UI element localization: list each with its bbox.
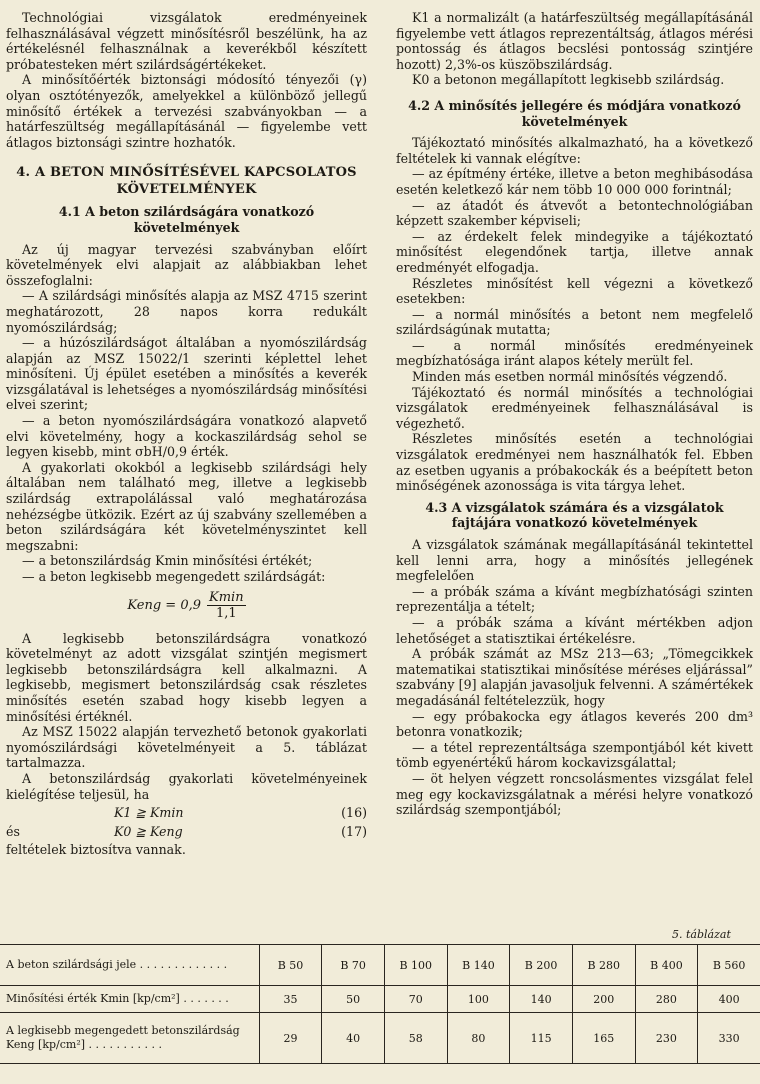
table-cell: 115 xyxy=(510,1013,573,1064)
list-item: — öt helyen végzett roncsolásmentes vizsgálat felel meg egy kockavizsgálatnak a mérési helyre vonatkozó szilárdság szempontjából; xyxy=(396,770,753,818)
paragraph: Részletes minősítés esetén a technológiai vizsgálatok eredményei nem használhatók fel. Ebben az esetben ugyanis a próbakockák és a beépített beton minőségének azonossága is vita tárgya lehet. xyxy=(396,431,753,494)
table-cell: B 280 xyxy=(572,945,635,986)
list-item: — a normál minősítés a betont nem megfelelő szilárdságúnak mutatta; xyxy=(396,306,753,338)
table-cell: 50 xyxy=(322,986,385,1013)
paragraph: Tájékoztató minősítés alkalmazható, ha a következő feltételek ki vannak elégítve: xyxy=(396,135,753,166)
paragraph: A minősítőérték biztonsági módosító tényezői (γ) olyan osztótényezők, amelyekkel a különböző jellegű minősítő értékek a tervezési szabványokban — a határfeszültség megállapításánál — figyelembe vett átlagos biztonsági szintre hozhatók. xyxy=(6,72,367,150)
table-cell: B 100 xyxy=(384,945,447,986)
equation-body: K0 ≧ Keng xyxy=(114,824,183,840)
formula-denominator: 1,1 xyxy=(215,605,237,621)
subsection-heading: 4.2 A minősítés jellegére és módjára vonatkozó követelmények xyxy=(408,97,741,129)
table-cell: 80 xyxy=(447,1013,510,1064)
equation-16 xyxy=(6,804,367,821)
left-column xyxy=(6,10,367,858)
table-cell: 330 xyxy=(698,1013,760,1064)
paragraph: Technológiai vizsgálatok eredményeinek felhasználásával végzett minősítésről beszélünk, ha az értékelésnél felhasználnak a keverékből készített próbatesteken mért szilárdságértékeket. xyxy=(6,10,367,72)
section-heading: 4. A BETON MINŐSÍTÉSÉVEL KAPCSOLATOS KÖVETELMÉNYEK xyxy=(16,165,357,198)
equation-17 xyxy=(6,823,367,840)
table-cell: 58 xyxy=(384,1013,447,1064)
equation-body: K1 ≧ Kmin xyxy=(114,805,184,821)
paragraph: A vizsgálatok számának megállapításánál tekintettel kell lenni arra, hogy a minősítés jellegének megfelelően xyxy=(396,537,753,584)
right-column xyxy=(396,10,753,818)
list-item: — a normál minősítés eredményeinek megbízhatósága iránt alapos kétely merült fel. xyxy=(396,337,753,369)
formula-keng xyxy=(6,590,367,621)
formula-numerator: Kmin xyxy=(209,589,244,605)
subsection-heading: 4.3 A vizsgálatok számára és a vizsgálatok fajtájára vonatkozó követelmények xyxy=(425,499,724,531)
table-cell: B 200 xyxy=(510,945,573,986)
table-cell: B 50 xyxy=(259,945,322,986)
list-item: — a betonszilárdság Kmin minősítési értékét; xyxy=(22,553,313,569)
row-label: A legkisebb megengedett betonszilárdság Keng [kp/cm²] . . . . . . . . . . . xyxy=(0,1013,259,1064)
table-cell: 29 xyxy=(259,1013,322,1064)
list-item: — az átadót és átvevőt a betontechnológiában képzett szakember képviseli; xyxy=(396,197,753,229)
table-cell: 230 xyxy=(635,1013,698,1064)
row-label: Minősítési érték Kmin [kp/cm²] . . . . . . . xyxy=(0,986,259,1013)
table-row xyxy=(0,1013,760,1064)
table-cell: 100 xyxy=(447,986,510,1013)
definition: K1 a normalizált (a határfeszültség megállapításánál figyelembe vett átlagos reprezentáltság, átlagos mérési pontosság és átlagos becslési pontosság szintjére hozott) 2,3%-os küszöbszilárdság. xyxy=(396,10,753,72)
equation-number: (17) xyxy=(341,824,367,840)
table-cell: 200 xyxy=(572,986,635,1013)
table-cell: 280 xyxy=(635,986,698,1013)
list-item: — A szilárdsági minősítés alapja az MSZ 4715 szerint meghatározott, 28 napos korra redukált nyomószilárdság; xyxy=(6,288,367,335)
paragraph: A gyakorlati okokból a legkisebb szilárdsági hely általában nem található meg, illetve a legkisebb szilárdság extrapolálással való meghatározása nehézségbe ütközik. Ezért az új szabvány szellemében a beton szilárdságára két követelményszintet kell megszabni: xyxy=(6,459,367,553)
formula-lhs: Keng = 0,9 xyxy=(127,597,201,613)
strength-table xyxy=(0,944,760,1064)
subsection-heading: 4.1 A beton szilárdságára vonatkozó követelmények xyxy=(58,204,315,235)
equation-number: (16) xyxy=(341,805,367,821)
table-cell: 40 xyxy=(322,1013,385,1064)
table-cell: B 400 xyxy=(635,945,698,986)
table-cell: 400 xyxy=(698,986,760,1013)
equation-connector: és xyxy=(6,824,20,840)
paragraph: Tájékoztató és normál minősítés a technológiai vizsgálatok eredményeinek felhasználásával is végezhető. xyxy=(396,384,753,431)
list-item: — az építmény értéke, illetve a beton meghibásodása esetén keletkező kár nem több 10 000 000 forintnál; xyxy=(396,166,753,197)
list-item: — az érdekelt felek mindegyike a tájékoztató minősítést elegendőnek tartja, illetve annak eredményét elfogadja. xyxy=(396,228,753,275)
list-item: — a próbák száma a kívánt megbízhatósági szinten reprezentálja a tételt; xyxy=(396,583,753,615)
table-cell: B 140 xyxy=(447,945,510,986)
table-cell: 35 xyxy=(259,986,322,1013)
list-item: — a tétel reprezentáltsága szempontjából két kivett tömb egyenértékű három kockavizsgálattal; xyxy=(396,739,753,771)
table-cell: 140 xyxy=(510,986,573,1013)
list-item: — a húzószilárdságot általában a nyomószilárdság alapján az MSZ 15022/1 szerinti képlettel lehet minősíteni. Új épület esetében a minősítés a keverék vizsgálatával is lehetséges a nyomószilárdság minősítési elvei szerint; xyxy=(6,335,367,413)
paragraph: Részletes minősítést kell végezni a következő esetekben: xyxy=(396,275,753,307)
table-cell: B 70 xyxy=(322,945,385,986)
paragraph: A betonszilárdság gyakorlati követelményeinek kielégítése teljesül, ha xyxy=(6,770,367,802)
paragraph: feltételek biztosítva vannak. xyxy=(6,842,186,858)
paragraph: A legkisebb betonszilárdságra vonatkozó követelményt az adott vizsgálat szintjén megismert legkisebb betonszilárdságra kell alkalmazni. A legkisebb, megismert betonszilárdság csak részletes minősítés esetén szabad hogy kisebb legyen a minősítési értéknél. xyxy=(6,630,367,724)
table-caption: 5. táblázat xyxy=(672,928,731,941)
table-cell: 165 xyxy=(572,1013,635,1064)
formula-fraction xyxy=(207,590,246,621)
definition: K0 a betonon megállapított legkisebb szilárdság. xyxy=(412,72,725,88)
list-item: — a próbák száma a kívánt mértékben adjon lehetőséget a statisztikai értékelésre. xyxy=(396,614,753,646)
row-label: A beton szilárdsági jele . . . . . . . . . . . . . xyxy=(0,945,259,986)
table-row xyxy=(0,986,760,1013)
paragraph: Minden más esetben normál minősítés végzendő. xyxy=(412,369,728,385)
paragraph: A próbák számát az MSz 213—63; „Tömegcikkek matematikai statisztikai minősítése méréses eljárással” szabvány [9] alapján javasoljuk felvenni. A számértékek megadásánál feltételezzük, hogy xyxy=(396,646,753,708)
list-item: — egy próbakocka egy átlagos keverés 200 dm³ betonra vonatkozik; xyxy=(396,708,753,740)
table-cell: B 560 xyxy=(698,945,760,986)
list-item: — a beton nyomószilárdságára vonatkozó alapvető elvi követelmény, hogy a kockaszilárdság sehol se legyen kisebb, mint σbH/0,9 érték. xyxy=(6,413,367,460)
table-cell: 70 xyxy=(384,986,447,1013)
list-item: — a beton legkisebb megengedett szilárdságát: xyxy=(22,569,326,584)
paragraph: Az új magyar tervezési szabványban előírt követelmények elvi alapjait az alábbiakban lehet összefoglalni: xyxy=(6,241,367,288)
table-row xyxy=(0,945,760,986)
paragraph: Az MSZ 15022 alapján tervezhető betonok gyakorlati nyomószilárdsági követelményeit a 5. táblázat tartalmazza. xyxy=(6,724,367,771)
